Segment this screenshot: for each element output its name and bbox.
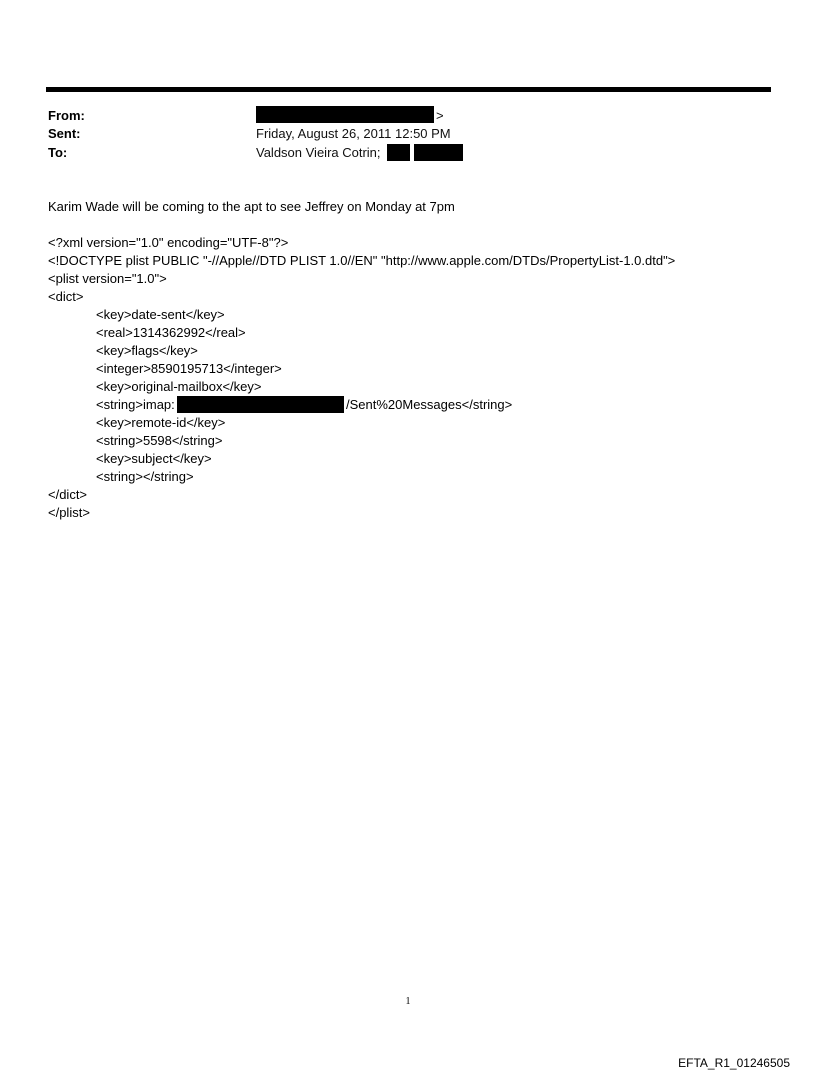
from-label: From: <box>48 108 85 123</box>
message-body: Karim Wade will be coming to the apt to see Jeffrey on Monday at 7pm <box>48 199 455 214</box>
sent-value: Friday, August 26, 2011 12:50 PM <box>256 126 451 141</box>
document-id: EFTA_R1_01246505 <box>678 1056 790 1070</box>
plist-line: <key>remote-id</key> <box>96 415 226 430</box>
plist-line: <plist version="1.0"> <box>48 271 167 286</box>
redaction-from <box>256 106 434 123</box>
plist-line: </plist> <box>48 505 90 520</box>
plist-line: <real>1314362992</real> <box>96 325 246 340</box>
sent-label: Sent: <box>48 126 81 141</box>
header-rule <box>46 87 771 92</box>
plist-line: <key>date-sent</key> <box>96 307 225 322</box>
plist-line: /Sent%20Messages</string> <box>346 397 513 412</box>
plist-line: <string></string> <box>96 469 194 484</box>
plist-line: <string>imap: <box>96 397 175 412</box>
from-value-suffix: > <box>436 108 444 123</box>
page-number: 1 <box>405 996 411 1007</box>
plist-line: </dict> <box>48 487 88 502</box>
plist-line: <?xml version="1.0" encoding="UTF-8"?> <box>48 235 289 250</box>
plist-line: <key>flags</key> <box>96 343 198 358</box>
to-label: To: <box>48 145 68 160</box>
plist-line: <key>subject</key> <box>96 451 212 466</box>
plist-line: <integer>8590195713</integer> <box>96 361 282 376</box>
to-value: Valdson Vieira Cotrin; <box>256 145 381 160</box>
plist-line: <string>5598</string> <box>96 433 223 448</box>
redaction-to-2 <box>414 144 463 161</box>
plist-line: <dict> <box>48 289 84 304</box>
plist-line: <!DOCTYPE plist PUBLIC "-//Apple//DTD PLIST 1.0//EN" "http://www.apple.com/DTDs/PropertyList-1.0.dtd"> <box>48 253 676 268</box>
plist-line: <key>original-mailbox</key> <box>96 379 262 394</box>
redaction-mailbox <box>177 396 344 413</box>
redaction-to-1 <box>387 144 410 161</box>
